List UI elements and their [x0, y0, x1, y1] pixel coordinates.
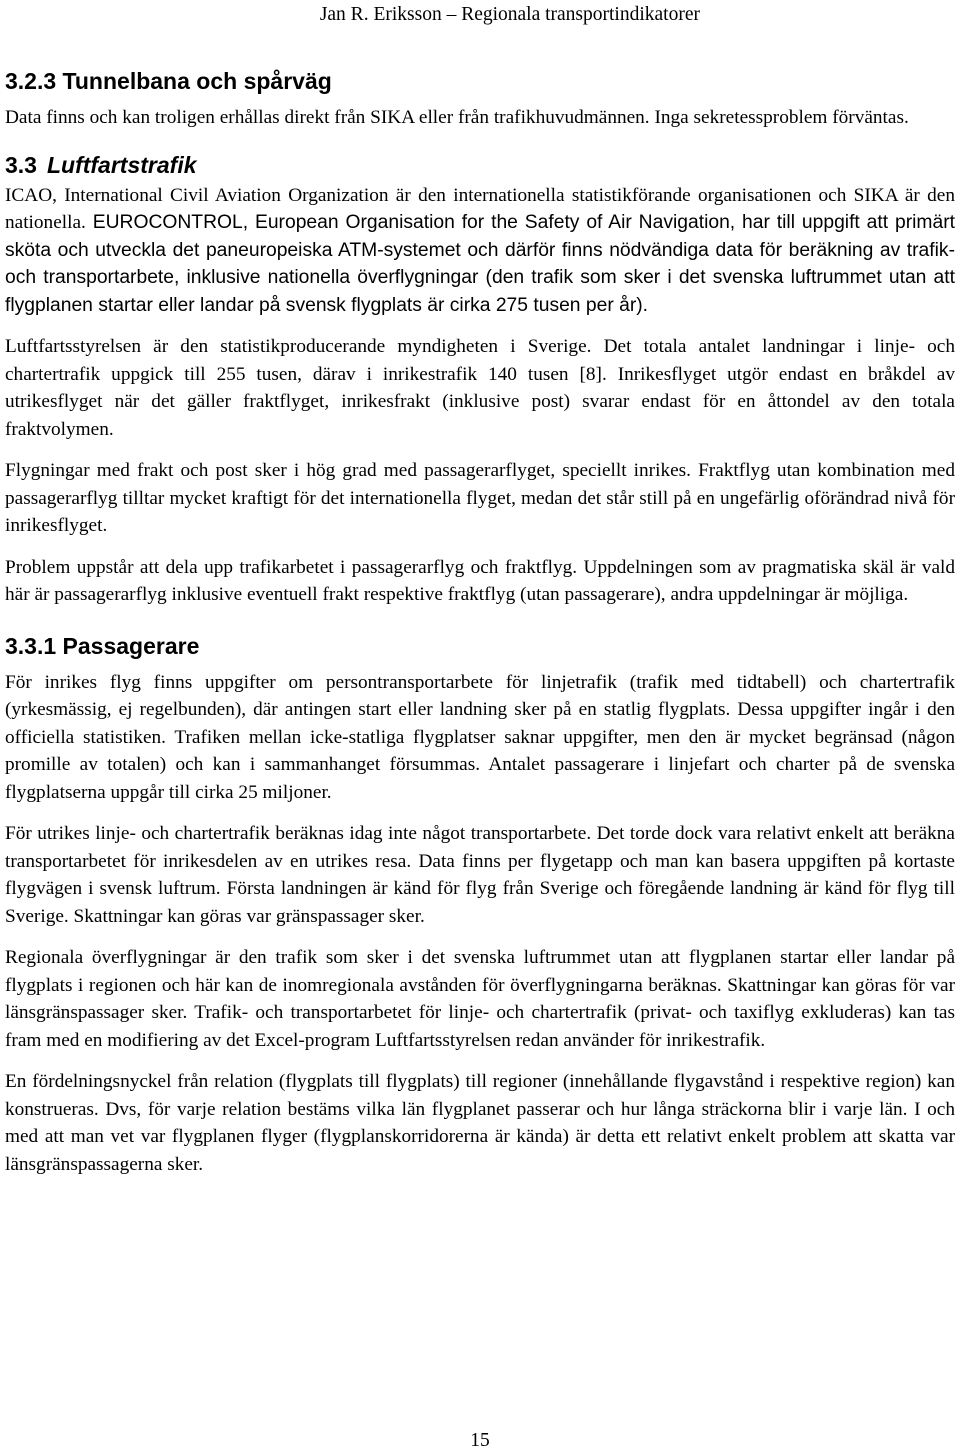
heading-3-3-1: 3.3.1 Passagerare	[5, 632, 200, 659]
paragraph-utrikes-flyg: För utrikes linje- och chartertrafik beräknas idag inte något transportarbete. Det torde dock vara relativt enkelt att beräkna transportarbetet för inrikesdelen av en utrikes resa. Data finns per flygetapp och man kan basera uppgiften på kortaste flygvägen i svensk luftrum. Första landningen är känd för flyg från Sverige och föregående landning är känd för flyg till Sverige. Skattningar kan göras var gränspassager sker.	[5, 823, 955, 927]
paragraph-fordelningsnyckel: En fördelningsnyckel från relation (flygplats till flygplats) till regioner (innehållande flygavstånd i respektive region) kan konstrueras. Dvs, för varje relation bestäms vilka län flygplanet passerar och hur långa sträckorna blir i varje län. I och med att man vet var flygplanen flyger (flygplanskorridorerna är kända) är detta ett relativt enkelt problem att skatta var länsgränspassagerna sker.	[5, 1071, 955, 1175]
heading-3-3	[5, 148, 955, 182]
page-content	[5, 64, 955, 1178]
paragraph-icao-serif: ICAO, International Civil Aviation Organization är den internationella statistikförande organisationen och SIKA är den nationella.	[5, 184, 955, 233]
heading-3-3-title: Luftfartstrafik	[46, 151, 197, 178]
paragraph-luftfartsstyrelsen: Luftfartsstyrelsen är den statistikproducerande myndigheten i Sverige. Det totala antalet landningar i linje- och chartertrafik uppgick till 255 tusen, därav i inrikestrafik 140 tusen [8]. Inrikesflyget utgör endast en bråkdel av utrikesflyget när det gäller fraktflyget, inrikesfrakt (inklusive post) svarar endast för en åttondel av den totala fraktvolymen.	[5, 336, 955, 440]
paragraph-frakt-post: Flygningar med frakt och post sker i hög grad med passagerarflyget, speciellt inrikes. Fraktflyg utan kombination med passagerarflyg tilltar mycket kraftigt för det internationella flyget, medan det står still på en ungefärlig oförändrad nivå för inrikesflyget.	[5, 460, 955, 536]
running-header: Jan R. Eriksson – Regionala transportindikatorer	[319, 4, 700, 25]
paragraph-uppdelning: Problem uppstår att dela upp trafikarbetet i passagerarflyg och fraktflyg. Uppdelningen som av pragmatiska skäl är vald här är passagerarflyg inklusive eventuell frakt respektive fraktflyg (utan passagerare), andra uppdelningar är möjliga.	[5, 556, 955, 605]
paragraph-tunnelbana: Data finns och kan troligen erhållas direkt från SIKA eller från trafikhuvudmännen. Inga sekretessproblem förväntas.	[5, 107, 909, 128]
page-number: 15	[470, 1430, 490, 1451]
heading-3-3-number: 3.3	[5, 151, 37, 178]
paragraph-icao-sans: EUROCONTROL, European Organisation for the Safety of Air Navigation, har till uppgift att primärt sköta och utveckla det paneuropeiska ATM-systemet och därför finns nödvändiga data för beräkning av trafik- och transportarbete, inklusive nationella överflygningar (den trafik som sker i det svenska luftrummet utan att flygplanen startar eller landar på svensk flygplats är cirka 275 tusen per år).	[5, 212, 955, 316]
heading-3-2-3: 3.2.3 Tunnelbana och spårväg	[5, 68, 332, 94]
paragraph-regionala-overflygningar: Regionala överflygningar är den trafik som sker i det svenska luftrummet utan att flygplanen startar eller landar på flygplats i regionen och här kan de inomregionala avstånden för överflygningarna beräknas. Skattningar kan göras för var länsgränspassager sker. Trafik- och transportarbetet för linje- och chartertrafik (privat- och taxiflyg exkluderas) kan tas fram med en modifiering av det Excel-program Luftfartsstyrelsen redan använder för inrikestrafik.	[5, 947, 955, 1051]
paragraph-icao	[5, 182, 955, 320]
paragraph-inrikes-flyg: För inrikes flyg finns uppgifter om persontransportarbete för linjetrafik (trafik med tidtabell) och chartertrafik (yrkesmässig, ej regelbunden), där antingen start eller landning sker på en statlig flygplats. Dessa uppgifter ingår i den officiella statistiken. Trafiken mellan icke-statliga flygplatser saknar uppgifter, men den är mycket begränsad (någon promille av totalen) och kan i sammanhanget försummas. Antalet passagerare i linjefart och charter på de svenska flygplatserna uppgår till cirka 25 miljoner.	[5, 671, 955, 803]
